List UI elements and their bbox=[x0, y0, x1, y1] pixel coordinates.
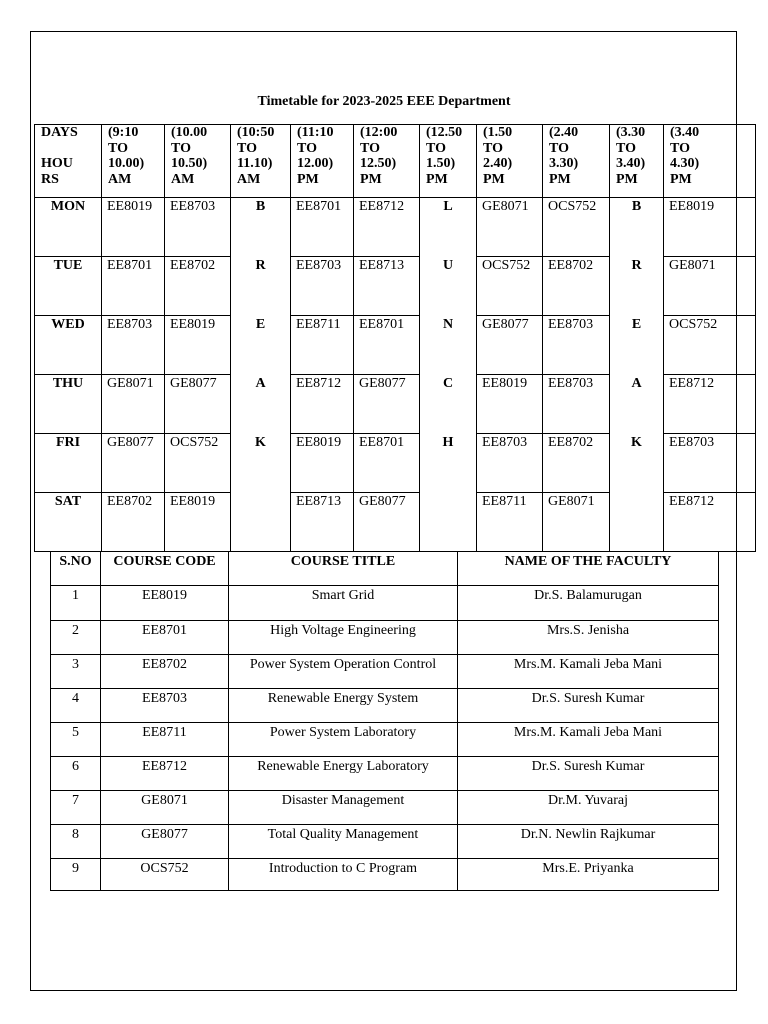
period-header: (12.50 TO 1.50) PM bbox=[420, 125, 477, 198]
course-code-cell: EE8703 bbox=[543, 375, 610, 434]
period-header: (3.30 TO 3.40) PM bbox=[610, 125, 664, 198]
sno-cell: 9 bbox=[51, 859, 101, 891]
timetable-row bbox=[35, 316, 756, 375]
course-code-cell: OCS752 bbox=[101, 859, 229, 891]
day-label: WED bbox=[35, 316, 102, 375]
course-code-cell: EE8702 bbox=[543, 257, 610, 316]
period-header: (1.50 TO 2.40) PM bbox=[477, 125, 543, 198]
timetable-row bbox=[35, 434, 756, 493]
course-code-cell: EE8019 bbox=[664, 198, 756, 257]
course-title-cell: High Voltage Engineering bbox=[229, 621, 458, 655]
timetable-row bbox=[35, 198, 756, 257]
course-code-cell: EE8711 bbox=[291, 316, 354, 375]
sno-cell: 1 bbox=[51, 586, 101, 621]
faculty-header: NAME OF THE FACULTY bbox=[458, 552, 719, 586]
break-letter: A bbox=[231, 375, 291, 434]
course-row bbox=[51, 586, 719, 621]
break-letter: E bbox=[610, 316, 664, 375]
course-code-cell: EE8019 bbox=[102, 198, 165, 257]
lunch-letter: N bbox=[420, 316, 477, 375]
break-letter: K bbox=[610, 434, 664, 493]
lunch-letter bbox=[420, 493, 477, 552]
course-code-cell: EE8701 bbox=[354, 434, 420, 493]
sno-cell: 6 bbox=[51, 757, 101, 791]
course-title-cell: Renewable Energy System bbox=[229, 689, 458, 723]
period-header: (12:00 TO 12.50) PM bbox=[354, 125, 420, 198]
faculty-name-cell: Dr.M. Yuvaraj bbox=[458, 791, 719, 825]
course-title-cell: Smart Grid bbox=[229, 586, 458, 621]
course-code-cell: EE8019 bbox=[165, 493, 231, 552]
timetable-header-row bbox=[35, 125, 756, 198]
period-header: (11:10 TO 12.00) PM bbox=[291, 125, 354, 198]
course-code-cell: EE8019 bbox=[101, 586, 229, 621]
course-code-cell: GE8077 bbox=[354, 493, 420, 552]
sno-cell: 3 bbox=[51, 655, 101, 689]
course-row bbox=[51, 825, 719, 859]
break-letter: K bbox=[231, 434, 291, 493]
faculty-name-cell: Mrs.M. Kamali Jeba Mani bbox=[458, 723, 719, 757]
course-code-cell: EE8703 bbox=[543, 316, 610, 375]
day-label: MON bbox=[35, 198, 102, 257]
course-code-cell: EE8711 bbox=[101, 723, 229, 757]
break-letter: E bbox=[231, 316, 291, 375]
course-row bbox=[51, 689, 719, 723]
break-letter bbox=[610, 493, 664, 552]
course-row bbox=[51, 791, 719, 825]
course-code-cell: GE8077 bbox=[102, 434, 165, 493]
break-letter bbox=[231, 493, 291, 552]
faculty-name-cell: Dr.N. Newlin Rajkumar bbox=[458, 825, 719, 859]
course-code-cell: EE8703 bbox=[101, 689, 229, 723]
timetable-row bbox=[35, 257, 756, 316]
course-code-cell: EE8702 bbox=[543, 434, 610, 493]
timetable bbox=[34, 124, 756, 552]
course-code-cell: EE8712 bbox=[291, 375, 354, 434]
break-letter: B bbox=[610, 198, 664, 257]
course-code-cell: EE8713 bbox=[354, 257, 420, 316]
sno-header: S.NO bbox=[51, 552, 101, 586]
course-code-cell: GE8071 bbox=[102, 375, 165, 434]
break-letter: R bbox=[231, 257, 291, 316]
course-code-cell: GE8077 bbox=[354, 375, 420, 434]
course-code-cell: GE8071 bbox=[477, 198, 543, 257]
faculty-name-cell: Dr.S. Suresh Kumar bbox=[458, 689, 719, 723]
timetable-row bbox=[35, 493, 756, 552]
sno-cell: 2 bbox=[51, 621, 101, 655]
course-code-cell: EE8703 bbox=[102, 316, 165, 375]
course-code-cell: EE8703 bbox=[477, 434, 543, 493]
lunch-letter: C bbox=[420, 375, 477, 434]
course-code-cell: GE8071 bbox=[664, 257, 756, 316]
course-code-cell: GE8077 bbox=[101, 825, 229, 859]
course-code-cell: EE8703 bbox=[165, 198, 231, 257]
course-code-cell: EE8703 bbox=[291, 257, 354, 316]
sno-cell: 4 bbox=[51, 689, 101, 723]
course-code-cell: EE8712 bbox=[664, 375, 756, 434]
course-title-cell: Power System Laboratory bbox=[229, 723, 458, 757]
course-code-cell: OCS752 bbox=[165, 434, 231, 493]
sno-cell: 8 bbox=[51, 825, 101, 859]
course-row bbox=[51, 859, 719, 891]
lunch-letter: U bbox=[420, 257, 477, 316]
course-row bbox=[51, 723, 719, 757]
period-header: (10:50 TO 11.10) AM bbox=[231, 125, 291, 198]
course-row bbox=[51, 621, 719, 655]
days-hours-header: DAYS HOU RS bbox=[35, 125, 102, 198]
course-title-cell: Total Quality Management bbox=[229, 825, 458, 859]
course-code-cell: OCS752 bbox=[543, 198, 610, 257]
period-header: (9:10 TO 10.00) AM bbox=[102, 125, 165, 198]
break-letter: A bbox=[610, 375, 664, 434]
course-code-cell: OCS752 bbox=[477, 257, 543, 316]
document-title: Timetable for 2023-2025 EEE Department bbox=[257, 94, 511, 109]
course-code-cell: GE8071 bbox=[543, 493, 610, 552]
faculty-name-cell: Mrs.M. Kamali Jeba Mani bbox=[458, 655, 719, 689]
course-code-cell: EE8702 bbox=[165, 257, 231, 316]
break-letter: B bbox=[231, 198, 291, 257]
course-title-cell: Power System Operation Control bbox=[229, 655, 458, 689]
course-table bbox=[50, 551, 719, 891]
faculty-name-cell: Mrs.S. Jenisha bbox=[458, 621, 719, 655]
course-code-cell: EE8702 bbox=[101, 655, 229, 689]
course-title-cell: Introduction to C Program bbox=[229, 859, 458, 891]
course-header-row bbox=[51, 552, 719, 586]
period-header: (10.00 TO 10.50) AM bbox=[165, 125, 231, 198]
course-code-cell: OCS752 bbox=[664, 316, 756, 375]
faculty-name-cell: Dr.S. Balamurugan bbox=[458, 586, 719, 621]
course-code-cell: EE8712 bbox=[354, 198, 420, 257]
course-title-cell: Renewable Energy Laboratory bbox=[229, 757, 458, 791]
period-header: (3.40 TO 4.30) PM bbox=[664, 125, 756, 198]
day-label: TUE bbox=[35, 257, 102, 316]
faculty-name-cell: Dr.S. Suresh Kumar bbox=[458, 757, 719, 791]
faculty-name-cell: Mrs.E. Priyanka bbox=[458, 859, 719, 891]
course-code-cell: EE8711 bbox=[477, 493, 543, 552]
day-label: FRI bbox=[35, 434, 102, 493]
sno-cell: 5 bbox=[51, 723, 101, 757]
timetable-row bbox=[35, 375, 756, 434]
course-code-cell: GE8077 bbox=[477, 316, 543, 375]
course-code-cell: EE8703 bbox=[664, 434, 756, 493]
course-code-cell: GE8077 bbox=[165, 375, 231, 434]
course-row bbox=[51, 757, 719, 791]
course-code-cell: EE8712 bbox=[664, 493, 756, 552]
course-code-cell: GE8071 bbox=[101, 791, 229, 825]
course-code-cell: EE8701 bbox=[102, 257, 165, 316]
course-code-cell: EE8702 bbox=[102, 493, 165, 552]
course-code-cell: EE8701 bbox=[291, 198, 354, 257]
lunch-letter: H bbox=[420, 434, 477, 493]
course-code-cell: EE8701 bbox=[101, 621, 229, 655]
course-code-cell: EE8713 bbox=[291, 493, 354, 552]
course-code-cell: EE8701 bbox=[354, 316, 420, 375]
course-row bbox=[51, 655, 719, 689]
course-title-header: COURSE TITLE bbox=[229, 552, 458, 586]
day-label: SAT bbox=[35, 493, 102, 552]
period-header: (2.40 TO 3.30) PM bbox=[543, 125, 610, 198]
day-label: THU bbox=[35, 375, 102, 434]
lunch-letter: L bbox=[420, 198, 477, 257]
break-letter: R bbox=[610, 257, 664, 316]
sno-cell: 7 bbox=[51, 791, 101, 825]
course-code-cell: EE8019 bbox=[291, 434, 354, 493]
course-code-cell: EE8019 bbox=[165, 316, 231, 375]
course-code-cell: EE8019 bbox=[477, 375, 543, 434]
course-code-cell: EE8712 bbox=[101, 757, 229, 791]
course-code-header: COURSE CODE bbox=[101, 552, 229, 586]
course-title-cell: Disaster Management bbox=[229, 791, 458, 825]
